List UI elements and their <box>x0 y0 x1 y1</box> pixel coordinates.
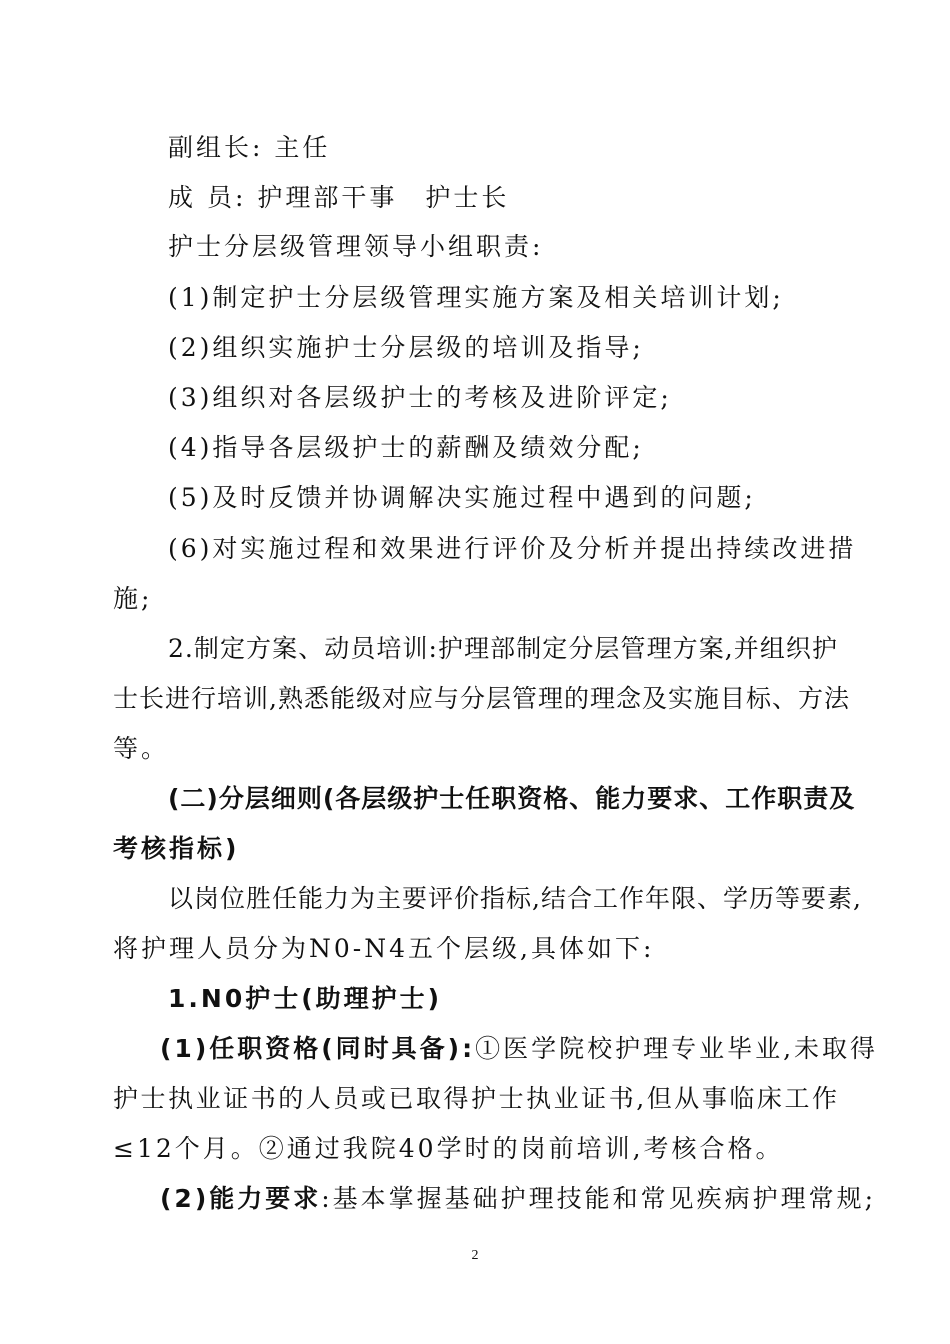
plan-paragraph-line-2: 士长进行培训,熟悉能级对应与分层管理的理念及实施目标、方法 <box>113 684 850 713</box>
section-heading-line-1: (二)分层细则(各层级护士任职资格、能力要求、工作职责及 <box>168 784 856 813</box>
intro-paragraph-line-2: 将护理人员分为N0-N4五个层级,具体如下: <box>113 934 655 963</box>
qualification-line-2: 护士执业证书的人员或已取得护士执业证书,但从事临床工作 <box>113 1084 838 1113</box>
duty-item-6: (6)对实施过程和效果进行评价及分析并提出持续改进措 <box>168 534 857 563</box>
duty-item-4: (4)指导各层级护士的薪酬及绩效分配; <box>168 433 644 462</box>
n0-nurse-heading: 1.N0护士(助理护士) <box>168 984 443 1013</box>
intro-paragraph-line-1: 以岗位胜任能力为主要评价指标,结合工作年限、学历等要素, <box>168 884 862 913</box>
qualification-label: (1)任职资格(同时具备): <box>160 1034 476 1063</box>
duty-item-2: (2)组织实施护士分层级的培训及指导; <box>168 333 644 362</box>
duty-item-1: (1)制定护士分层级管理实施方案及相关培训计划; <box>168 283 784 312</box>
qualification-line-3: ≤12个月。②通过我院40学时的岗前培训,考核合格。 <box>113 1134 784 1163</box>
ability-text: :基本掌握基础护理技能和常见疾病护理常规; <box>321 1184 877 1213</box>
plan-paragraph-line-1: 2.制定方案、动员培训:护理部制定分层管理方案,并组织护 <box>168 634 838 663</box>
duty-item-3: (3)组织对各层级护士的考核及进阶评定; <box>168 383 672 412</box>
plan-paragraph-line-3: 等。 <box>113 734 170 763</box>
ability-line <box>160 1181 876 1217</box>
section-heading-line-2: 考核指标) <box>113 834 240 863</box>
qualification-line-1 <box>160 1031 878 1067</box>
qualification-text-1: ①医学院校护理专业毕业,未取得 <box>475 1034 879 1063</box>
page-number: 2 <box>471 1248 479 1263</box>
duty-item-5: (5)及时反馈并协调解决实施过程中遇到的问题; <box>168 483 756 512</box>
deputy-leader-line: 副组长: 主任 <box>168 133 331 162</box>
ability-label: (2)能力要求 <box>160 1184 322 1213</box>
members-line: 成 员: 护理部干事 护士长 <box>168 183 510 212</box>
duties-title: 护士分层级管理领导小组职责: <box>168 232 544 261</box>
duty-item-6-continued: 施; <box>113 584 153 613</box>
